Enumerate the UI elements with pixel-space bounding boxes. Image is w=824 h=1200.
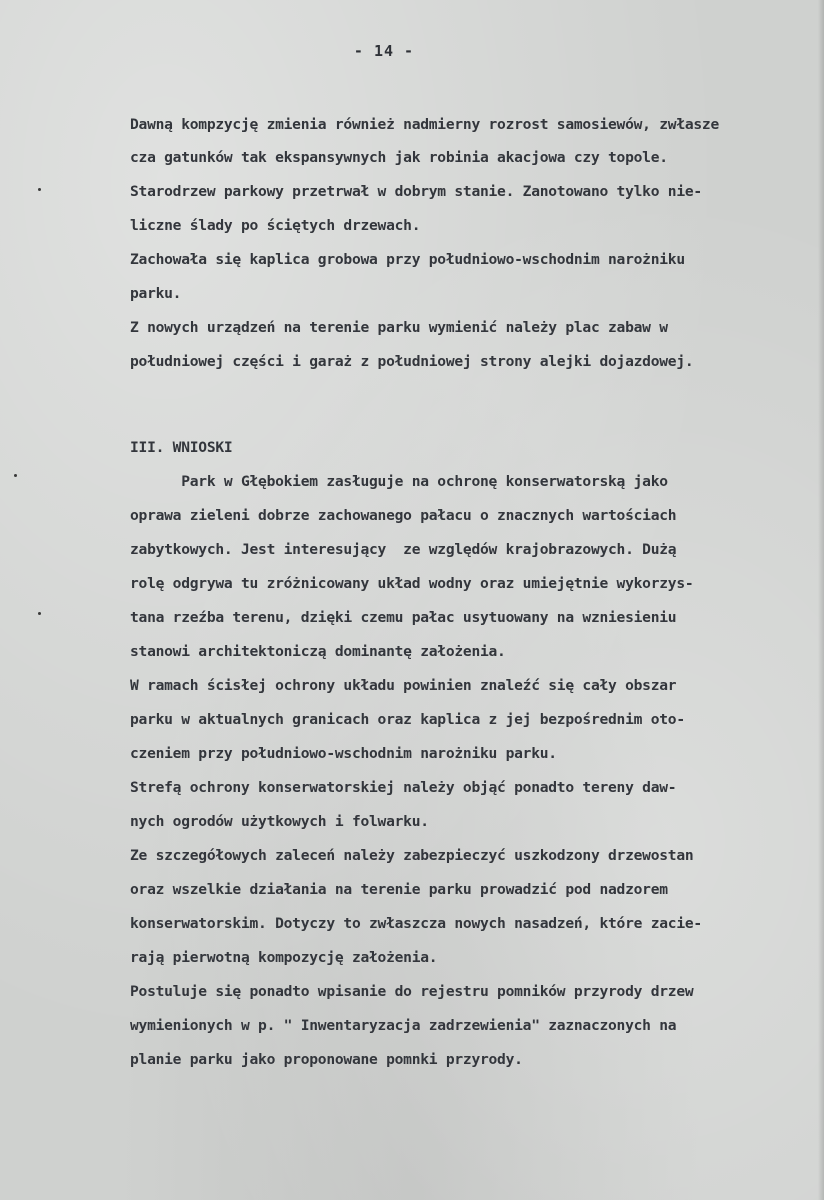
text-line: cza gatunków tak ekspansywnych jak robinia akacjowa czy topole. — [130, 149, 668, 166]
text-line: Postuluje się ponadto wpisanie do rejestru pomników przyrody drzew — [130, 983, 694, 1000]
margin-dot — [38, 612, 41, 615]
text-line: planie parku jako proponowane pomnki przyrody. — [130, 1051, 523, 1068]
section-heading: III. WNIOSKI — [130, 439, 233, 456]
page-number: - 14 - — [353, 42, 415, 60]
text-line: czeniem przy południowo-wschodnim narożniku parku. — [130, 745, 557, 762]
margin-dot — [14, 474, 17, 477]
text-line: Zachowała się kaplica grobowa przy południowo-wschodnim narożniku — [130, 251, 685, 268]
text-line: W ramach ścisłej ochrony układu powinien znaleźć się cały obszar — [130, 677, 677, 694]
text-line: liczne ślady po ściętych drzewach. — [130, 217, 421, 234]
text-line: Strefą ochrony konserwatorskiej należy objąć ponadto tereny daw- — [130, 779, 677, 796]
text-line: parku w aktualnych granicach oraz kaplica z jej bezpośrednim oto- — [130, 711, 685, 728]
text-line: stanowi architektoniczą dominantę założenia. — [130, 643, 506, 660]
text-line: Z nowych urządzeń na terenie parku wymienić należy plac zabaw w — [130, 319, 668, 336]
text-line: Starodrzew parkowy przetrwał w dobrym stanie. Zanotowano tylko nie- — [130, 183, 702, 200]
text-line: zabytkowych. Jest interesujący ze względów krajobrazowych. Dużą — [130, 541, 677, 558]
text-line: rolę odgrywa tu zróżnicowany układ wodny oraz umiejętnie wykorzys- — [130, 575, 694, 592]
text-line: Dawną kompzycję zmienia również nadmierny rozrost samosiewów, zwłasze — [130, 116, 719, 133]
page-edge-shadow — [818, 0, 824, 1200]
text-line: Ze szczegółowych zaleceń należy zabezpieczyć uszkodzony drzewostan — [130, 847, 694, 864]
text-line: nych ogrodów użytkowych i folwarku. — [130, 813, 429, 830]
text-line: oraz wszelkie działania na terenie parku prowadzić pod nadzorem — [130, 881, 668, 898]
text-line: konserwatorskim. Dotyczy to zwłaszcza nowych nasadzeń, które zacie- — [130, 915, 702, 932]
text-line: tana rzeźba terenu, dzięki czemu pałac usytuowany na wzniesieniu — [130, 609, 677, 626]
text-line: oprawa zieleni dobrze zachowanego pałacu o znacznych wartościach — [130, 507, 677, 524]
text-line: południowej części i garaż z południowej strony alejki dojazdowej. — [130, 353, 694, 370]
text-line: parku. — [130, 285, 182, 302]
text-line: rają pierwotną kompozycję założenia. — [130, 949, 438, 966]
text-line: Park w Głębokiem zasługuje na ochronę konserwatorską jako — [130, 473, 668, 490]
margin-dot — [38, 188, 41, 191]
text-line: wymienionych w p. " Inwentaryzacja zadrzewienia" zaznaczonych na — [130, 1017, 677, 1034]
